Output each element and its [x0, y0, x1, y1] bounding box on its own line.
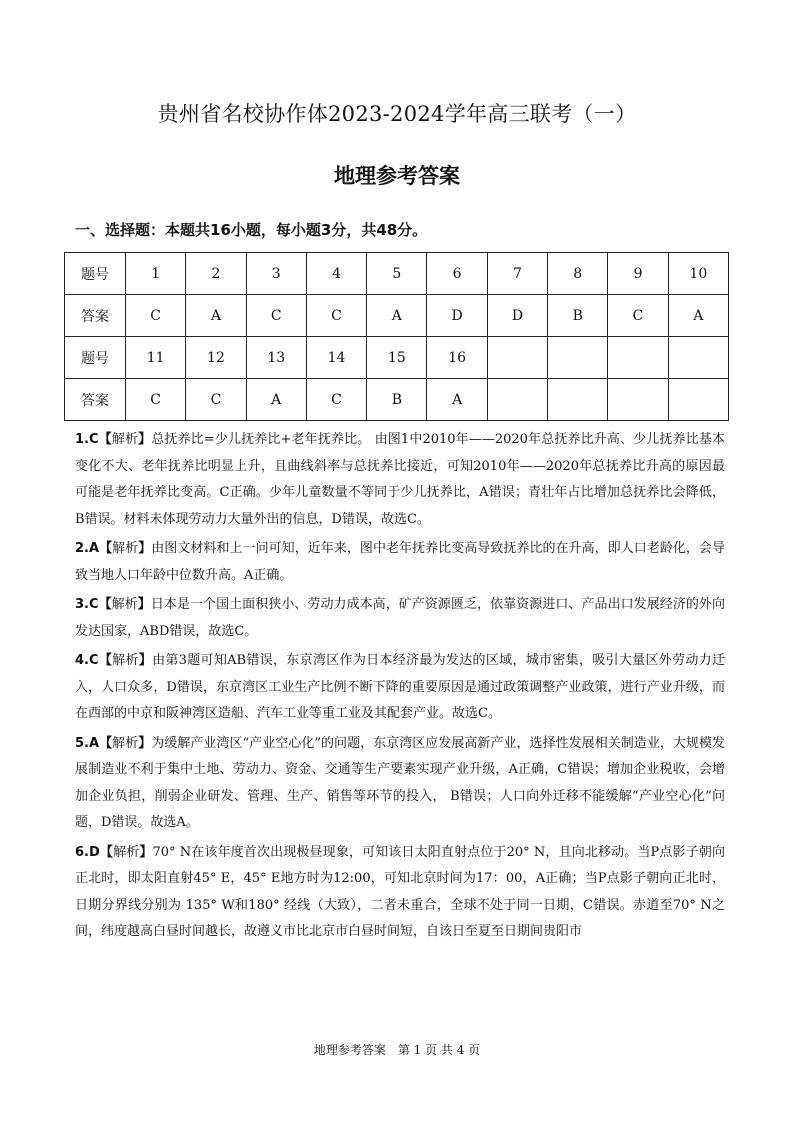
- row-label: 答案: [65, 379, 126, 421]
- question-number-cell: [548, 337, 608, 379]
- question-number-row: [65, 253, 729, 295]
- bracket-close: 】: [139, 844, 153, 860]
- analysis-tag: 解析: [112, 541, 139, 556]
- row-label: 题号: [65, 253, 126, 295]
- section-heading: 一、选择题：本题共16小题，每小题3分，共48分。: [75, 221, 428, 239]
- explanation-item: [75, 592, 725, 645]
- answer-row: [65, 295, 729, 337]
- answer-cell: C: [126, 295, 186, 337]
- explanation-item: [75, 536, 725, 589]
- question-number-cell: 1: [126, 253, 186, 295]
- answer-cell: [548, 379, 608, 421]
- explanation-item: [75, 648, 725, 728]
- answer-cell: C: [126, 379, 186, 421]
- explanation-text: 日本是一个国土面积狭小、劳动力成本高，矿产资源匮乏，依靠资源进口、产品出口发展经济的外向发达国家，ABD错误，故选C。: [75, 597, 725, 639]
- answer-cell: [668, 379, 728, 421]
- explanation-text: 70° N在该年度首次出现极昼现象，可知该日太阳直射点位于20° N，且向北移动。当P点影子朝向正北时，即太阳直射45° E，45° E地方时为12:00，可知北京时间为17：00，A正确；当P点影子朝向正北时，日期分界线分别为 135° W和180° 经线（大致），二者未重合，全球不处于同一日期，C错误。赤道至70° N之间，纬度越高白昼时间越长，故遵义市比北京市白昼时间短，自该日至夏至日期间贵阳市: [75, 844, 725, 939]
- question-number-cell: [487, 337, 547, 379]
- answer-table: [64, 252, 729, 421]
- question-number-cell: 6: [427, 253, 487, 295]
- row-label: 答案: [65, 295, 126, 337]
- question-number-cell: 15: [367, 337, 427, 379]
- question-number-cell: 11: [126, 337, 186, 379]
- answer-cell: A: [427, 379, 487, 421]
- question-number-cell: 7: [487, 253, 547, 295]
- bracket-close: 】: [138, 735, 152, 751]
- question-number-cell: 2: [186, 253, 246, 295]
- answer-cell: C: [246, 295, 306, 337]
- question-label: 4.C【: [75, 653, 113, 668]
- question-label: 5.A【: [75, 735, 113, 751]
- explanation-item: [75, 427, 725, 533]
- answer-cell: D: [487, 295, 547, 337]
- answer-cell: C: [306, 379, 366, 421]
- explanation-text: 由第3题可知AB错误，东京湾区作为日本经济最为发达的区域，城市密集，吸引大量区外劳动力迁入，人口众多，D错误，东京湾区工业生产比例不断下降的重要原因是通过政策调整产业政策，进行产业升级，而在西部的中京和阪神湾区造船、汽车工业等重工业及其配套产业。故选C。: [75, 653, 725, 721]
- answer-cell: A: [367, 295, 427, 337]
- answer-row: [65, 379, 729, 421]
- question-number-cell: 9: [608, 253, 668, 295]
- question-number-cell: 13: [246, 337, 306, 379]
- question-number-cell: 8: [548, 253, 608, 295]
- explanations: [75, 427, 725, 949]
- answer-cell: B: [548, 295, 608, 337]
- analysis-tag: 解析: [111, 432, 139, 447]
- question-number-cell: [668, 337, 728, 379]
- question-number-cell: 14: [306, 337, 366, 379]
- document-title: 贵州省名校协作体2023-2024学年高三联考（一）: [157, 102, 637, 126]
- question-label: 3.C【: [75, 597, 112, 612]
- question-number-cell: 5: [367, 253, 427, 295]
- question-label: 2.A【: [75, 541, 113, 556]
- explanation-text: 由图文材料和上一问可知，近年来，图中老年抚养比变高导致抚养比的在升高，即人口老龄化，会导致当地人口年龄中位数升高。A正确。: [75, 541, 725, 583]
- analysis-tag: 解析: [112, 735, 139, 751]
- row-label: 题号: [65, 337, 126, 379]
- question-number-cell: 3: [246, 253, 306, 295]
- answer-cell: D: [427, 295, 487, 337]
- answer-cell: A: [246, 379, 306, 421]
- question-number-cell: 16: [427, 337, 487, 379]
- explanation-item: [75, 731, 725, 837]
- question-label: 6.D【: [75, 844, 114, 860]
- answer-cell: [608, 379, 668, 421]
- question-number-cell: 4: [306, 253, 366, 295]
- bracket-close: 】: [138, 432, 152, 447]
- answer-cell: A: [186, 295, 246, 337]
- page-footer: 地理参考答案 第 1 页 共 4 页: [313, 1043, 481, 1057]
- analysis-tag: 解析: [111, 597, 138, 612]
- bracket-close: 】: [137, 597, 151, 612]
- analysis-tag: 解析: [113, 844, 140, 860]
- answer-cell: A: [668, 295, 728, 337]
- explanation-text: 总抚养比=少儿抚养比+老年抚养比。 由图1中2010年——2020年总抚养比升高、少儿抚养比基本变化不大、老年抚养比明显上升，且曲线斜率与总抚养比接近，可知2010年——2020年总抚养比升高的原因最可能是老年抚养比变高。C正确。少年儿童数量不等同于少儿抚养比，A错误；青壮年占比增加总抚养比会降低，B错误。材料未体现劳动力大量外出的信息，D错误，故选C。: [75, 432, 725, 527]
- analysis-tag: 解析: [112, 653, 139, 668]
- question-number-cell: 10: [668, 253, 728, 295]
- explanation-item: [75, 840, 725, 946]
- question-number-cell: [608, 337, 668, 379]
- bracket-close: 】: [138, 541, 152, 556]
- bracket-close: 】: [138, 653, 153, 668]
- document-subtitle: 地理参考答案: [334, 164, 460, 188]
- answer-cell: [487, 379, 547, 421]
- answer-cell: C: [306, 295, 366, 337]
- explanation-text: 为缓解产业湾区“产业空心化”的问题，东京湾区应发展高新产业，选择性发展相关制造业，大规模发展制造业不利于集中土地、劳动力、资金、交通等生产要素实现产业升级，A正确，C错误；增加企业税收，会增加企业负担，削弱企业研发、管理、生产、销售等环节的投入， B错误；人口向外迁移不能缓解“产业空心化”问题，D错误。故选A。: [75, 735, 726, 830]
- answer-cell: B: [367, 379, 427, 421]
- answer-cell: C: [186, 379, 246, 421]
- question-number-cell: 12: [186, 337, 246, 379]
- question-number-row: [65, 337, 729, 379]
- question-label: 1.C【: [75, 432, 112, 447]
- answer-cell: C: [608, 295, 668, 337]
